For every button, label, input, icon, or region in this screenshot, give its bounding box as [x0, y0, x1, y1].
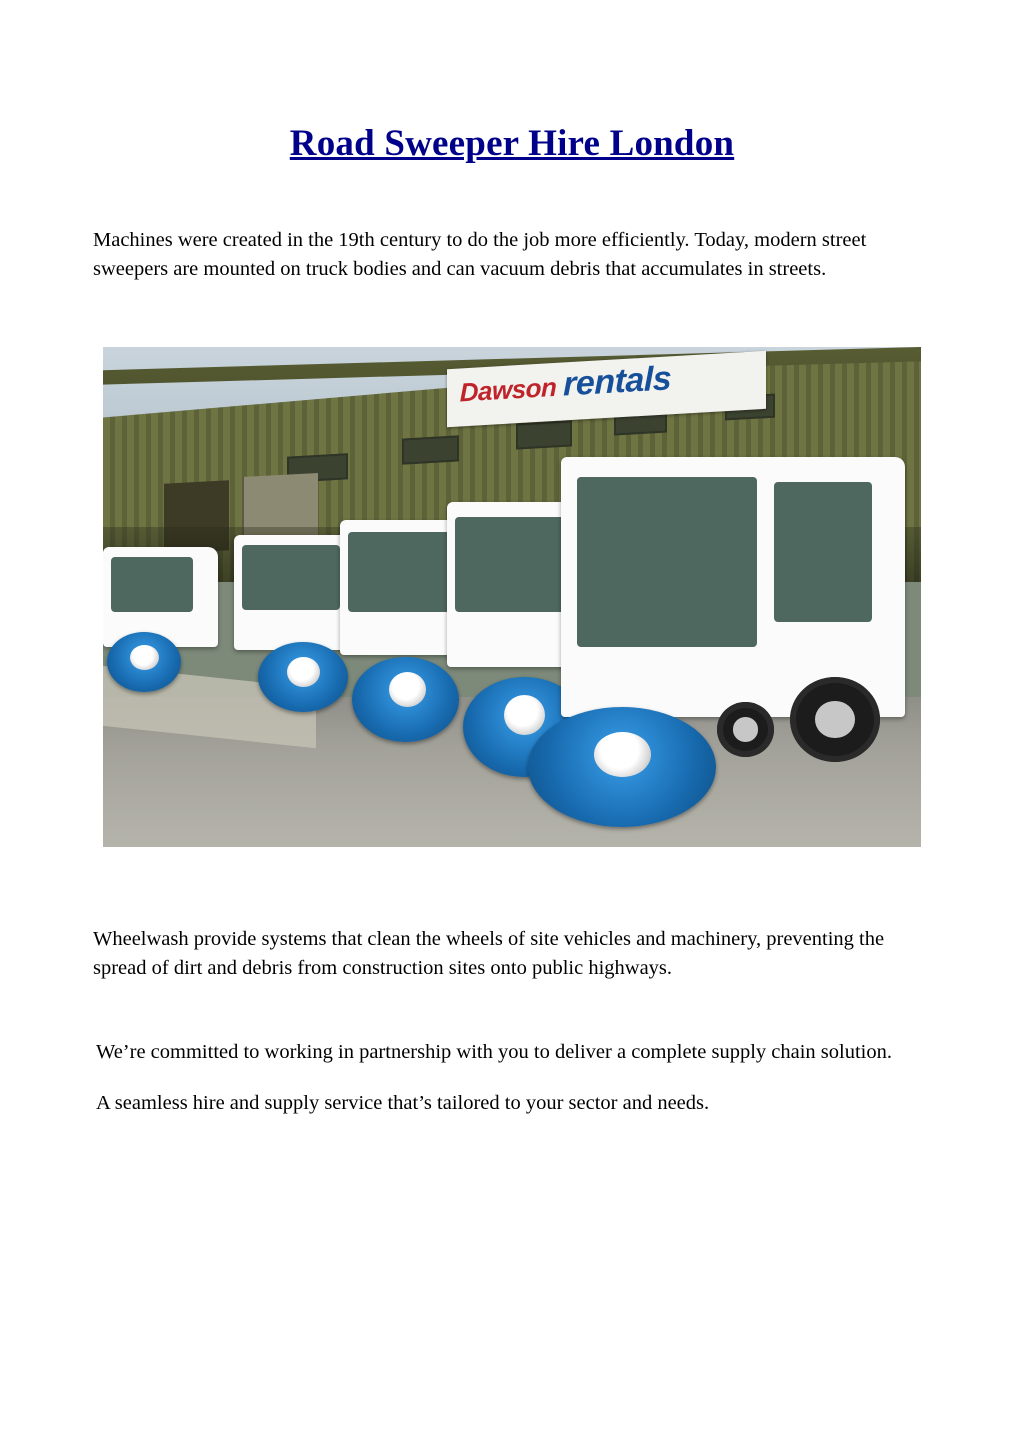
- sweeper-cab-glass: [577, 477, 757, 647]
- paragraph-seamless: A seamless hire and supply service that’s tailored to your sector and needs.: [96, 1091, 710, 1114]
- sweeper-brush-hub: [594, 732, 651, 777]
- sweeper-brush-hub: [504, 695, 545, 735]
- sweeper-brush-hub: [389, 672, 426, 707]
- page-title: Road Sweeper Hire London: [289, 122, 735, 164]
- sign-text-dawson: [459, 359, 670, 410]
- sweeper-rear-glass: [774, 482, 872, 622]
- sweeper-cab-glass: [348, 532, 463, 612]
- sweeper-wheel: [717, 702, 774, 757]
- sweeper-cab-glass: [242, 545, 340, 610]
- sweeper-brush-hub: [287, 657, 320, 687]
- photo-window: [402, 435, 459, 464]
- sweeper-cab-glass: [111, 557, 193, 612]
- paragraph-commitment: We’re committed to working in partnership with you to deliver a complete supply chain solution.: [96, 1040, 892, 1063]
- sweeper-brush-hub: [130, 645, 159, 670]
- sign-word-rentals: rentals: [562, 359, 671, 404]
- sweeper-wheel: [790, 677, 880, 762]
- photo-window: [516, 420, 572, 449]
- paragraph-intro: Machines were created in the 19th century to do the job more efficiently. Today, modern street sweepers are mounted on truck bodies and can vacuum debris that accumulates in streets.: [93, 228, 867, 280]
- paragraph-wheelwash: Wheelwash provide systems that clean the wheels of site vehicles and machinery, preventing the spread of dirt and debris from construction sites onto public highways.: [93, 927, 885, 979]
- sign-word-dawson: Dawson: [459, 371, 556, 408]
- sweeper-fleet-photo: [103, 347, 921, 847]
